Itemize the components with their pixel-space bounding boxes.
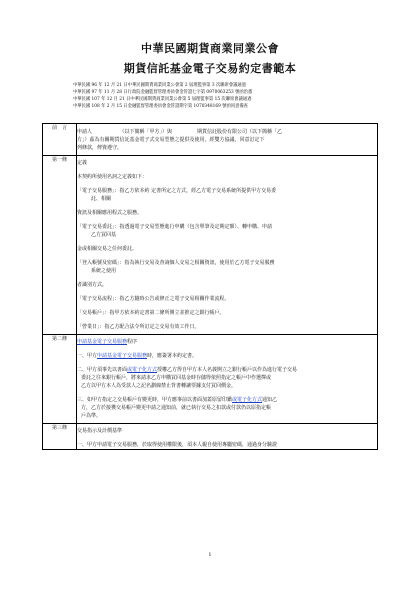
item-text: 通知乙 [262,397,278,403]
document-subtitle: 期貨信託基金電子交易約定書範本 [123,62,297,75]
preamble-row [43,124,378,156]
definition-line: 「電子交易服務」：指乙方依本約 定書所定之方式，經乙方電子交易系統所提供甲方交易委 [77,188,277,194]
document-title: 中華民國期貨商業同業公會 [141,42,279,55]
history-line: 中華民國 108 年 2 月 15 日金融監督管理委員會金管證期字第 1070348169 號函同意備查 [73,104,248,109]
item-text: 一、甲方 [77,353,98,359]
article-2-item-2-cont: 乙方以甲方本人為受款人之記名劃線禁止背書轉讓票據支付買回價金。 [81,383,237,389]
article-3-heading: 交易指示及計價基準 [77,428,123,434]
definition-line: 系統之使用 [91,268,117,274]
article-2-item-3-cont: 戶為準。 [81,413,102,419]
definition-line: 託、相關 [91,196,112,202]
history-line: 中華民國 96 年 12 月 21 日中華民國期貨商業同業公會第 2 屆理監事第 3 次聯席會議通過 [73,83,247,88]
article-1-row [43,156,378,335]
article-2-item-1 [77,352,377,360]
electronic-method-link[interactable]: 或電子化方式 [127,367,158,373]
article-3-body [77,424,378,450]
article-3-item-1: 一、甲方申請電子交易服務，於取得使用權限後，須本人親自使用專屬密碼，通過身分驗證 [77,442,278,448]
item-text: 三、如甲方指定之交易帳戶有變更時，甲方應事前以書面加蓋原留印鑑 [77,397,233,403]
definition-line: 「電子交易流程」：指乙方隨時公告或修正之電子交易相關作業流程。 [77,296,230,302]
definition-line: 資訊及相關應用程式之服務。 [77,210,143,216]
article-2-heading-link[interactable]: 申請基金電子交易服務 [77,339,128,345]
article-1-body [77,156,378,335]
article-3-label: 第三條 [43,424,77,450]
apply-service-link[interactable]: 申請基金電子交易服務 [97,353,148,359]
item-text: 時，應簽署本約定書。 [147,353,198,359]
electronic-method-link-2[interactable]: 或電子化方式 [232,397,263,403]
definition-line: 者識別方式。 [77,282,108,288]
definition-line: 「電子交易委託」：指透過電子交易型態進行申購（包含單筆及定期定額）、轉申購、申請 [77,224,273,230]
article-1-heading: 定義 [77,160,88,166]
definition-line: 「交易帳戶」：指甲方依本約定書第二條所開立並推定之銀行帳戶。 [77,310,225,316]
definition-line: 「營業日」：指乙方配合法令所訂定之交易有效工作日。 [77,324,200,330]
preamble-line: 申請人 （以下簡稱「甲方」）與 期貨信託股份有限公司（以下簡稱「乙 [77,129,283,135]
article-2-label: 第二條 [43,335,77,424]
article-2-body [77,335,378,424]
item-text: 二、甲方須事先以書面 [77,367,128,373]
article-1-intro: 本契約所使用名詞之定義如下： [77,174,148,180]
preamble-line: 列條款，俾資遵守。 [77,145,123,151]
definition-line: 乙方買回基 [91,232,117,238]
article-1-label: 第一條 [43,156,77,335]
item-text: 授權乙方得自甲方本人名義開立之銀行帳戶以作為進行電子交易 [157,367,298,373]
preamble-body [77,124,378,156]
page-number: 1 [208,552,212,558]
history-line: 中華民國 97 年 11 月 28 日行政院金融監督管理委員會金管證七字第 0970063253 號函治悉 [73,90,253,95]
article-2-heading [77,338,377,346]
preamble-line: 方」）茲為有關期貨信託基金電子式交易型態之提供及使用，經雙方協議，同意訂定下 [77,137,265,143]
article-3-row [43,424,378,450]
revision-history [73,82,393,110]
preamble-label: 前 言 [43,124,77,156]
article-2-row [43,335,378,424]
article-2-item-2 [77,366,377,374]
history-line: 中華民國 107 年 12 月 21 日中華民國期貨商業同業公會第 5 屆理監事第 15 次聯席會議通過 [73,97,252,102]
article-2-item-2-cont: 委託之往來銀行帳戶，將來請求乙方申購買回基金時存儲得依照指定之帳戶中作選擇或 [81,375,272,381]
agreement-table [42,123,378,450]
article-2-item-3-cont: 方，乙方於接獲交易帳戶變更申請之通知前，就已執行交易之扣款或付款仍以原指定帳 [81,405,272,411]
article-2-heading-tail: 程序 [127,339,138,345]
definition-line: 「登入帳號及密碼」：指為執行交易及查詢個人交易之相關資訊，使用於乙方電子交易服務 [77,260,275,266]
article-2-item-3 [77,396,377,404]
definition-line: 金或相關交易之任何委託。 [77,246,138,252]
